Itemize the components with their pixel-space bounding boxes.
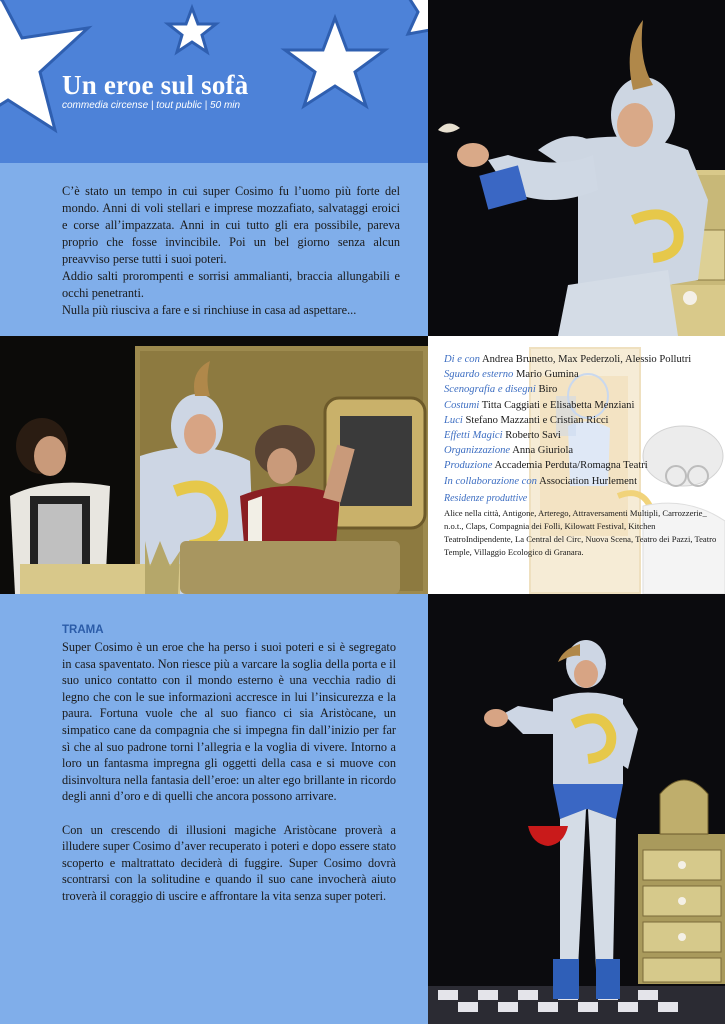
- trama-paragraph: Super Cosimo è un eroe che ha perso i suoi poteri e si è segregato in casa spaventato. Non riesce più a varcare la soglia della porta e il suo unico contatto con il mondo esterno è una vecchia radio di legno che con le sue informazioni accresce in lui l’insicurezza e la paura. Fortuna vuole che al suo fianco ci sia Aristòcane, un simpatico cane da compagnia che si impegna fin dall’inizio per far sì che al suo padrone torni l’allegria e la voglia di vivere. Intorno a loro un fantasma impregna gli oggetti della casa e si muove con disinvoltura nella fantasia dell’eroe: un alter ego brillante in ricordo degli anni d’oro e di quelli che ancora possono arrivare.: [62, 640, 396, 804]
- credit-names: Mario Gumina: [516, 369, 579, 381]
- credit-names: Biro: [538, 384, 558, 396]
- page-title: Un eroe sul sofà: [62, 70, 249, 100]
- credit-item: [444, 428, 716, 443]
- show-subtitle: commedia circense | tout public | 50 min: [62, 100, 241, 111]
- credits-list: [444, 352, 716, 489]
- credit-item: [444, 398, 716, 413]
- hero-standing-illustration: [428, 594, 725, 1024]
- credit-item: [444, 382, 716, 397]
- credit-item: [444, 367, 716, 382]
- trama-panel: [0, 594, 428, 1024]
- credit-role: Sguardo esterno: [444, 369, 514, 381]
- credit-item: [444, 352, 716, 367]
- trama-paragraph: Con un crescendo di illusioni magiche Aristòcane proverà a illudere super Cosimo d’aver recuperato i poteri e dopo essere stato scoperto e maltrattato deciderà di fuggire. Super Cosimo dovrà scontrarsi con la solitudine e quando il suo cane invocherà aiuto troverà il coraggio di uscire e affrontare la vita senza super poteri.: [62, 822, 396, 903]
- stage-photo-hero-sofa: [428, 0, 725, 336]
- credit-role: Produzione: [444, 460, 493, 472]
- intro-paragraph: Addio salti prorompenti e sorrisi ammalianti, braccia allungabili e occhi penetranti.: [62, 269, 400, 300]
- credit-names: Roberto Savi: [505, 430, 561, 442]
- credit-item: [444, 474, 716, 489]
- credit-names: Andrea Brunetto, Max Pederzoli, Alessio Pollutri: [481, 354, 692, 365]
- credit-role: Effetti Magici: [444, 430, 503, 442]
- credit-role: In collaborazione con: [444, 475, 537, 487]
- credit-role: Di e con: [444, 354, 480, 365]
- header-banner: [0, 0, 428, 163]
- credit-item: [444, 458, 716, 473]
- stage-photo-three-performers: [0, 336, 428, 594]
- credit-role: Costumi: [444, 399, 480, 411]
- credit-item: [444, 443, 716, 458]
- credit-names: Stefano Mazzanti e Cristian Ricci: [465, 414, 609, 426]
- credit-names: Anna Giuriola: [512, 445, 574, 457]
- credit-names: Association Hurlement: [539, 475, 638, 487]
- credit-item: [444, 413, 716, 428]
- credit-role: Luci: [444, 414, 463, 426]
- credits-panel: [428, 336, 725, 594]
- residenze-heading: Residenze produttive: [444, 493, 528, 504]
- intro-panel: [0, 163, 428, 336]
- stage-photo-hero-standing: [428, 594, 725, 1024]
- trama-heading: TRAMA: [62, 624, 104, 636]
- hero-sofa-illustration: [428, 0, 725, 336]
- intro-paragraph: Nulla più riusciva a fare e si rinchiuse in casa ad aspettare...: [62, 303, 357, 317]
- intro-text: [62, 183, 400, 319]
- three-performers-illustration: [0, 336, 428, 594]
- residenze-list: Alice nella città, Antigone, Arterego, Attraversamenti Multipli, Carrozzerie_ n.o.t., Claps, Compagnia dei Folli, Kilowatt Festival, Kitchen TeatroIndipendente, La Central del Circ, Nuova Scena, Teatro dei Pazzi, Teatro Temple, Villaggio Ecologico di Granara.: [444, 508, 717, 557]
- credit-role: Scenografia e disegni: [444, 384, 536, 396]
- intro-paragraph: C’è stato un tempo in cui super Cosimo fu l’uomo più forte del mondo. Anni di voli stellari e imprese mozzafiato, salvataggi eroici e corse all’impazzata. Anni in cui tutto gli era possibile, pareva proprio che fosse invincibile. Poi un bel giorno senza alcun preavviso perse tutti i suoi poteri.: [62, 184, 400, 266]
- credit-role: Organizzazione: [444, 445, 511, 457]
- credit-names: Titta Caggiati e Elisabetta Menziani: [481, 399, 635, 411]
- credit-names: Accademia Perduta/Romagna Teatri: [494, 460, 648, 472]
- trama-text: [62, 639, 396, 905]
